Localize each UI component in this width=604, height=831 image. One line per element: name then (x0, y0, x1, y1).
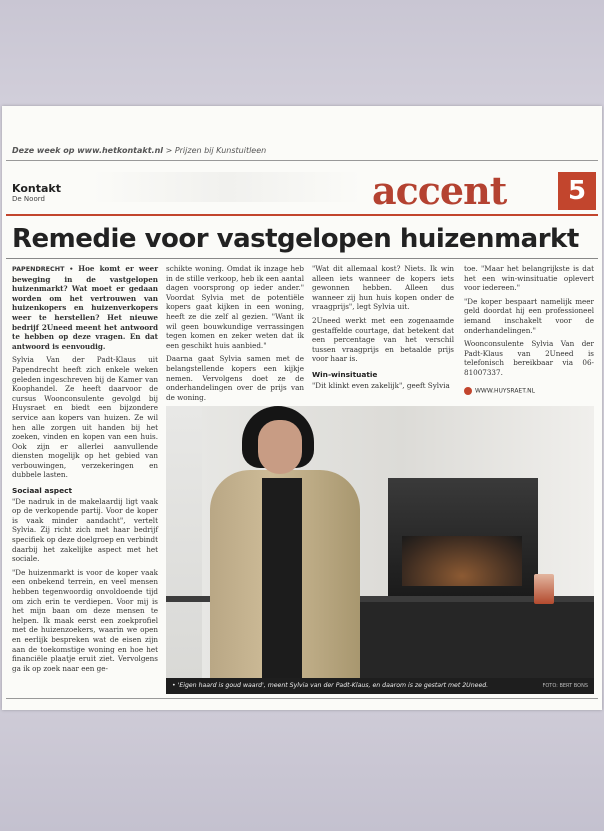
paragraph: 2Uneed werkt met een zogenaamde gestaffelde courtage, dat betekent dat een percentage van het verschil tussen vraagprijs en betaalde prijs voor haar is. (312, 315, 454, 364)
paragraph: "Dit klinkt even zakelijk", geeft Sylvia (312, 380, 450, 390)
faded-banner (92, 172, 362, 202)
brand-edition: De Noord (12, 195, 45, 203)
column-1 (12, 264, 158, 677)
paragraph: "De nadruk in de makelaardij ligt vaak op de verkopende partij. Voor de koper is vaak minder aandacht", vertelt Sylvia. Zij richt zich met haar bedrijf specifiek op deze doelgroep en verbindt daarbij het zakelijke aspect met het sociale. (12, 496, 158, 564)
divider-top (6, 160, 598, 161)
newspaper-page (2, 106, 602, 710)
subheading-sociaal: Sociaal aspect (12, 486, 72, 496)
divider-bottom (6, 698, 598, 699)
paragraph: "De koper bespaart namelijk meer geld doordat hij een professioneel iemand inschakelt voor de onderhandelingen." (464, 296, 594, 335)
photo-person-face (258, 420, 302, 474)
teaser-site: Deze week op www.hetkontakt.nl (12, 146, 164, 155)
paragraph: Sylvia Van der Padt-Klaus uit Papendrecht heeft zich enkele weken geleden ingeschreven bij de Kamer van Koophandel. Ze heeft daarvoor de cursus Woonconsulente gevolgd bij Huysraet en biedt een bijzondere service aan kopers van huizen. Ze wil hen alle zorgen uit handen bij het zoeken, vinden en kopen van een huis. Ook zijn er allerlei aanvullende diensten mogelijk op het gebied van verbouwingen, verzekeringen en dubbele lasten. (12, 355, 158, 480)
page-number: 5 (558, 172, 596, 210)
divider-headline (6, 258, 598, 259)
column-3 (312, 264, 454, 394)
photo-caption (166, 678, 594, 694)
photo-wall (166, 406, 202, 678)
website-text: WWW.HUYSRAET.NL (475, 387, 535, 395)
column-4 (464, 264, 594, 382)
paragraph: schikte woning. Omdat ik inzage heb in de stille verkoop, heb ik een aantal dagen voorsprong op ieder ander." Voordat Sylvia met de potentiële kopers gaat kijken in een woning, heeft ze die zelf al gezien. "Want ik wil geen bouwkundige verrassingen tegen komen en zeker weten dat ik een geschikt huis aanbied." (166, 264, 304, 350)
dateline: PAPENDRECHT • (12, 265, 74, 273)
section-title: accent (372, 168, 507, 213)
paragraph: Daarna gaat Sylvia samen met de belangstellende kopers een kijkje nemen. Vervolgens doet ze de onderhandelingen over de prijs van de woning. (166, 354, 304, 402)
brand-name: Kontakt (12, 182, 61, 195)
headline: Remedie voor vastgelopen huizenmarkt (12, 224, 579, 254)
paragraph: toe. "Maar het belangrijkste is dat het een win-winsituatie oplevert voor iedereen." (464, 264, 594, 293)
caption-text: • 'Eigen haard is goud waard', meent Sylvia van der Padt-Klaus, en daarom is ze gestart met 2Uneed. (172, 682, 489, 689)
intro-lead: Hoe komt er weer beweging in de vastgelopen huizenmarkt? Wat moet er gedaan worden om het vertrouwen van huizenkopers en huizenverkopers weer te herstellen? Het nieuwe bedrijf 2Uneed meent het antwoord te hebben op deze vragen. En dat antwoord is eenvoudig. (12, 264, 159, 351)
website-link[interactable] (464, 387, 535, 395)
article-photo (166, 406, 594, 678)
subheading-win: Win-winsituatie (312, 369, 378, 379)
paragraph: "Wat dit allemaal kost? Niets. Ik win alleen iets wanneer de kopers iets gewonnen hebben. Alleen dus wanneer zij hun huis kopen onder de vraagprijs", legt Sylvia uit. (312, 264, 454, 312)
paragraph: "De huizenmarkt is voor de koper vaak een onbekend terrein, en veel mensen hebben tegenwoordig onvoldoende tijd om zich erin te verdiepen. Voor mij is het mijn baan om deze mensen te helpen. Ik maak eerst een zoekprofiel met de huizenzoekers, waarin we open en eerlijk bespreken wat de eisen zijn aan de toekomstige woning en hoe het financiële plaatje eruit ziet. Vervolgens ga ik op zoek naar een ge- (12, 567, 158, 673)
teaser-arrow: > (165, 146, 173, 155)
globe-icon (464, 387, 472, 395)
photo-fire (402, 536, 522, 586)
paragraph: Woonconsulente Sylvia Van der Padt-Klaus van 2Uneed is telefonisch bereikbaar via 06-81007337. (464, 339, 594, 377)
teaser-link: Prijzen bij Kunstuitleen (174, 146, 267, 155)
column-2 (166, 264, 304, 406)
photo-hearth (326, 596, 594, 678)
divider-accent (6, 214, 598, 216)
photo-person-shirt (262, 478, 302, 678)
web-teaser (12, 146, 266, 155)
photo-credit: FOTO: BERT BONS (542, 683, 588, 689)
photo-vase (534, 574, 554, 604)
